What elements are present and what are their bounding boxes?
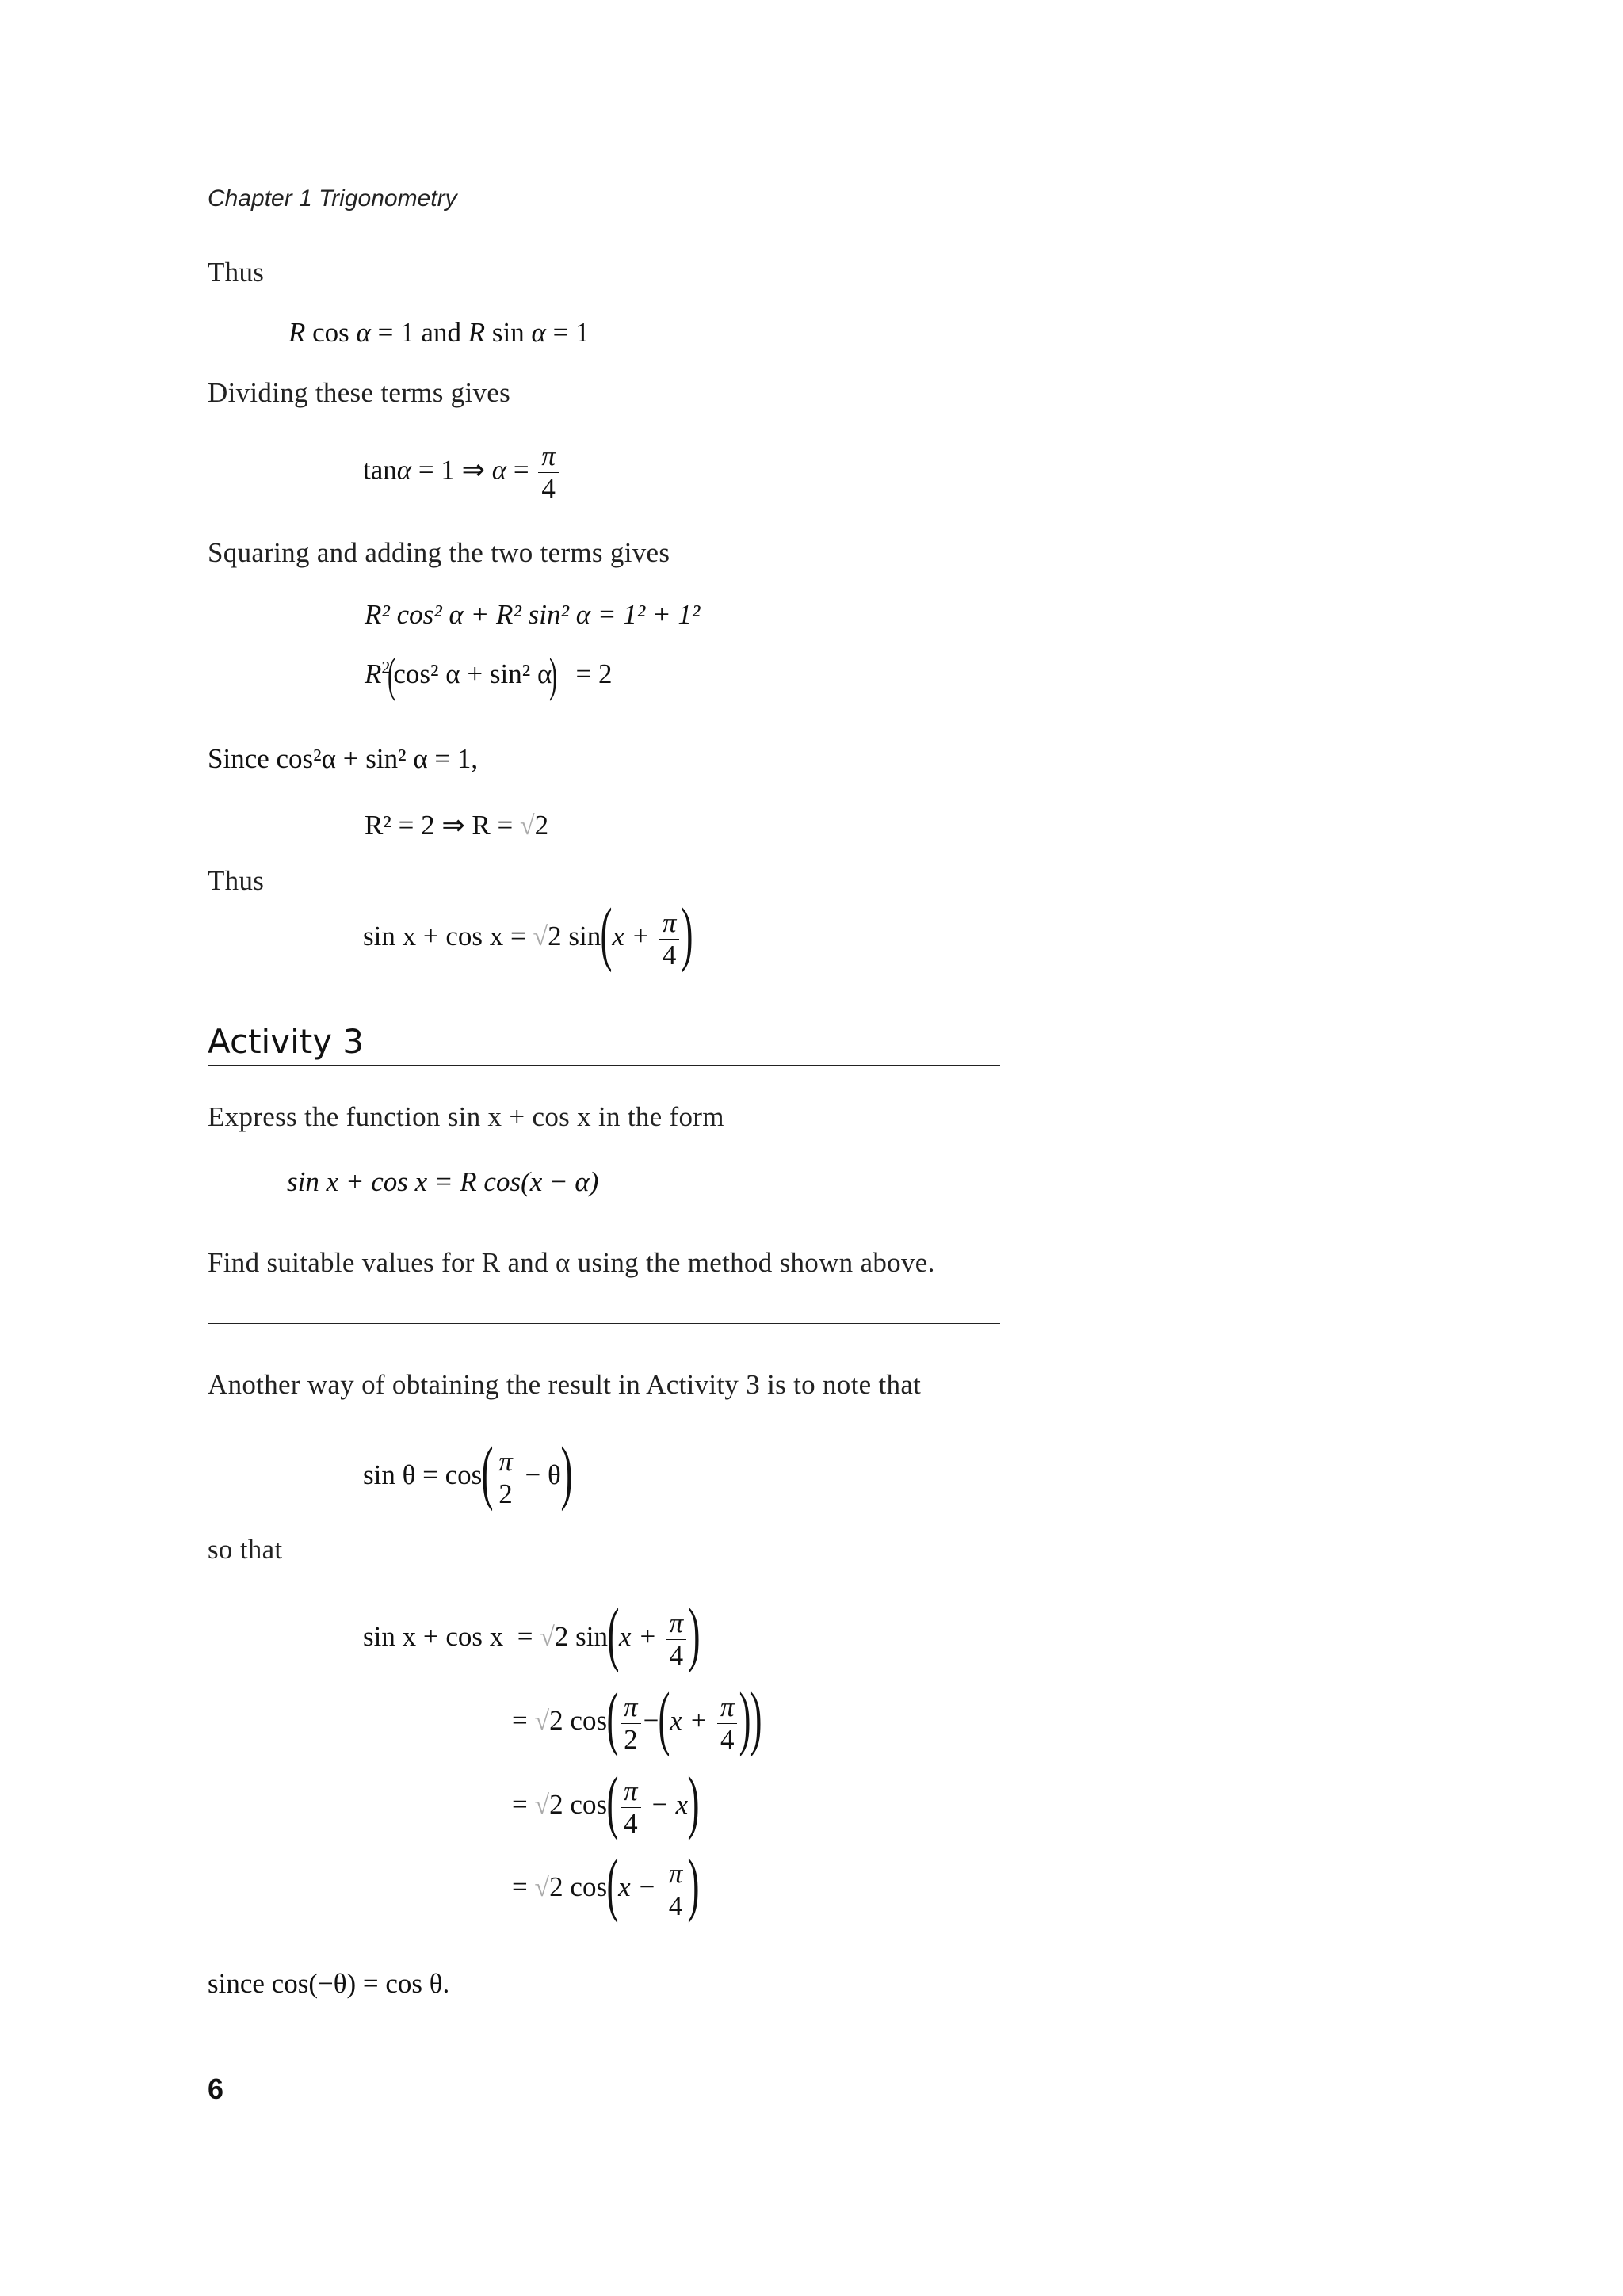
paragraph-dividing: Dividing these terms gives (208, 377, 511, 408)
equation-result-sine-form: sin x + cos x = √2 sin(x + $\frac{\pi}{4}$ ) (363, 894, 693, 973)
paragraph-squaring: Squaring and adding the two terms gives (208, 537, 670, 568)
paragraph-another-way: Another way of obtaining the result in Activity 3 is to note that (208, 1369, 922, 1400)
paragraph-so-that: so that (208, 1534, 283, 1565)
activity-top-rule (208, 1065, 1000, 1066)
running-header: Chapter 1 Trigonometry (208, 185, 457, 212)
equation-pythagorean-identity: Since cos²α + sin² α = 1, (208, 743, 479, 774)
activity-paragraph-express: Express the function sin x + cos x in the form (208, 1101, 724, 1132)
equation-cofunction-identity: sin θ = cos( $\frac{\pi}{2}$ − θ) (363, 1433, 573, 1512)
equation-tan-alpha: tanα = 1 ⇒ α = $\frac{\pi}{4}$ (363, 441, 561, 505)
paragraph-since-cos: since cos(−θ) = cos θ. (208, 1968, 450, 1999)
equation-r-cos-r-sin: R cos α = 1 and R sin α = 1 (288, 317, 590, 348)
page-number: 6 (208, 2073, 224, 2105)
paragraph-thus-1: Thus (208, 257, 265, 288)
activity-equation-cos-form: sin x + cos x = R cos(x − α) (287, 1166, 599, 1197)
activity-paragraph-find: Find suitable values for R and α using the method shown above. (208, 1247, 935, 1278)
derivation-line-3: = √2 cos( $\frac{\pi}{4}$ − x) (512, 1763, 700, 1841)
fraction-pi-over-4: $\frac{\pi}{4}$ (538, 441, 559, 505)
equation-squared-sum: R² cos² α + R² sin² α = 1² + 1² (365, 599, 701, 630)
equation-r-value: R² = 2 ⇒ R = √2 (365, 810, 549, 841)
activity-title: Activity 3 (208, 1022, 365, 1061)
paragraph-thus-2: Thus (208, 865, 265, 896)
activity-bottom-rule (208, 1323, 1000, 1324)
derivation-line-2: = √2 cos( $\frac{\pi}{2}$ −(x + $\frac{\pi}{4}$ )) (512, 1679, 762, 1757)
derivation-line-4: = √2 cos(x − $\frac{\pi}{4}$ ) (512, 1845, 700, 1924)
equation-factored: $R^2(\cos^2$ α + sin² α) = 2 (365, 649, 613, 701)
derivation-line-1: sin x + cos x = √2 sin(x + $\frac{\pi}{4}$ ) (363, 1595, 701, 1673)
